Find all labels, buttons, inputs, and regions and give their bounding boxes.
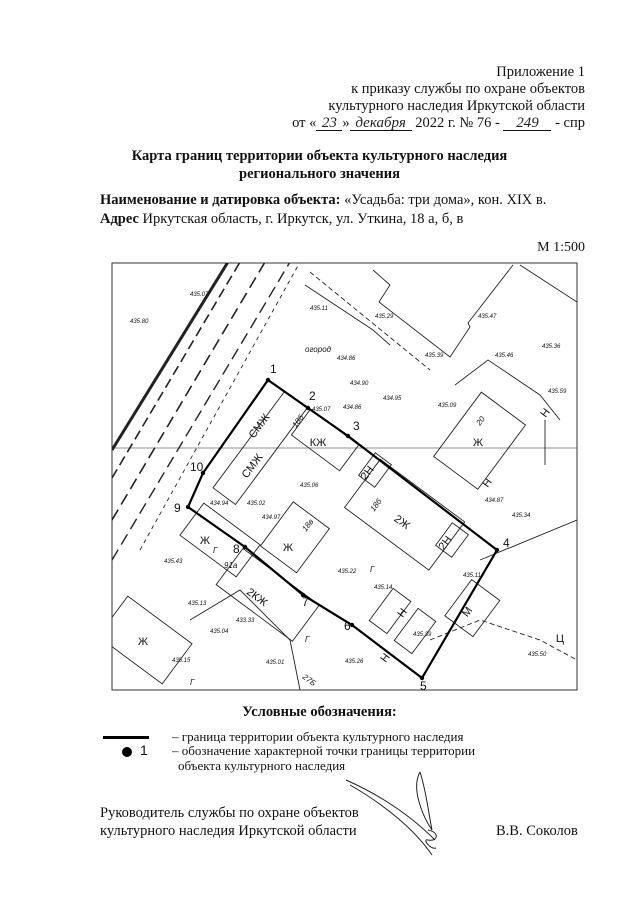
boundary-point-marker [346, 434, 350, 438]
object-name-value: «Усадьба: три дома», кон. XIX в. [344, 192, 547, 208]
elevation-label: 435.07 [312, 407, 331, 413]
boundary-point-label: 3 [353, 419, 360, 433]
building-label: Ж [199, 535, 211, 547]
legend-item-point-cont: объекта культурного наследия [178, 758, 346, 773]
area-label: 18б [368, 497, 384, 514]
elevation-label: 435.09 [438, 403, 457, 409]
elevation-label: 435.26 [345, 659, 364, 665]
area-label: 27Б [300, 672, 318, 688]
elevation-label: 434.87 [485, 498, 504, 504]
map-scale: М 1:500 [537, 240, 585, 255]
area-label: Г [305, 635, 310, 644]
elevation-label: 434.86 [337, 356, 356, 362]
building-label: Ц [555, 633, 565, 645]
building-label: СМЖ [246, 411, 273, 441]
elevation-label: 435.34 [512, 513, 531, 519]
order-number: 249 [503, 116, 551, 131]
building-label: КЖ [309, 437, 327, 449]
area-label: Г [370, 565, 375, 574]
boundary-point-label: 8 [233, 542, 240, 556]
legend-boundary-line [103, 736, 149, 739]
area-label: 18б [290, 413, 306, 430]
object-name-label: Наименование и датировка объекта: [100, 192, 341, 208]
boundary-point-label: 2 [309, 389, 316, 403]
boundary-point-marker [306, 406, 310, 410]
elevation-label: 435.06 [300, 483, 319, 489]
area-label: Г [213, 546, 218, 555]
elevation-label: 435.15 [172, 658, 191, 664]
area-label: Г [190, 678, 195, 687]
boundary-point-label: 1 [270, 362, 277, 376]
elevation-label: 435.39 [413, 632, 432, 638]
elevation-label: 435.43 [164, 559, 183, 565]
building-label: Н [378, 651, 393, 665]
elevation-label: 435.47 [478, 314, 497, 320]
elevation-label: 435.50 [528, 652, 547, 658]
boundary-point-marker [186, 505, 190, 509]
order-prefix: от « [292, 115, 317, 131]
area-label: 20 [474, 414, 487, 428]
signatory-position-1: Руководитель службы по охране объектов [100, 805, 359, 821]
elevation-label: 434.86 [343, 405, 362, 411]
elevation-label: 435.29 [375, 314, 394, 320]
signatory-position-2: культурного наследия Иркутской области [100, 823, 357, 839]
building-label: 2Ж [391, 512, 412, 533]
order-month: декабря [350, 116, 412, 131]
building-label: Н [395, 606, 410, 620]
elevation-label: 434.90 [350, 381, 369, 387]
signatory-name: В.В. Соколов [496, 823, 578, 839]
elevation-label: 435.07 [190, 292, 209, 298]
elevation-label: 435.04 [210, 629, 229, 635]
building-label: Ж [282, 542, 294, 554]
elevation-label: 435.11 [310, 306, 328, 312]
boundary-point-label: 10 [190, 460, 204, 474]
area-label: 91а [224, 561, 238, 570]
elevation-label: 435.36 [542, 344, 561, 350]
building-label: 2Н [358, 463, 377, 483]
order-mid: » [342, 115, 350, 131]
elevation-label: 435.01 [266, 660, 285, 666]
boundary-point-label: 5 [420, 679, 427, 693]
boundary-point-marker [495, 548, 499, 552]
elevation-label: 435.11 [463, 573, 481, 579]
elevation-label: 435.13 [188, 601, 207, 607]
elevation-label: 433.33 [236, 618, 255, 624]
elevation-label: 434.95 [383, 396, 402, 402]
elevation-label: 435.80 [130, 319, 149, 325]
object-address-value: Иркутская область, г. Иркутск, ул. Уткина, 18 а, б, в [142, 211, 464, 227]
legend-item-boundary: – граница территории объекта культурного наследия [172, 729, 464, 744]
page-title: Карта границ территории объекта культурного наследия [131, 148, 508, 164]
boundary-point-label: 6 [344, 619, 351, 633]
legend-point-number: 1 [140, 742, 148, 758]
elevation-label: 434.94 [210, 501, 229, 507]
building-label: М [460, 604, 476, 620]
elevation-label: 435.59 [548, 389, 567, 395]
legend-point-icon [122, 747, 132, 757]
boundary-point-marker [243, 545, 247, 549]
order-year: 2022 г. № 76 - [415, 115, 500, 131]
order-reference-line: к приказу службы по охране объектов [351, 81, 585, 97]
elevation-label: 435.46 [495, 353, 514, 359]
elevation-label: 434.97 [262, 515, 281, 521]
order-authority-line: культурного наследия Иркутской области [328, 98, 585, 114]
building-label: 2КЖ [244, 586, 270, 610]
building-label: 2Н [436, 533, 455, 553]
order-day: 23 [316, 116, 342, 131]
boundary-point-label: 7 [302, 595, 309, 609]
area-label: 18в [300, 517, 316, 534]
elevation-label: 435.39 [425, 353, 444, 359]
page-subtitle: регионального значения [239, 166, 400, 182]
order-suffix: - спр [555, 115, 585, 131]
area-label: огород [305, 345, 332, 354]
building-label: Ж [137, 636, 149, 648]
legend-title: Условные обозначения: [242, 704, 397, 720]
boundary-point-label: 4 [503, 536, 510, 550]
object-address-label: Адрес [100, 211, 139, 227]
elevation-label: 435.14 [374, 585, 393, 591]
handwritten-signature [340, 760, 460, 860]
boundary-point-marker [266, 378, 270, 382]
boundary-point-label: 9 [174, 501, 181, 515]
appendix-label: Приложение 1 [496, 64, 585, 80]
building-label: СМЖ [239, 451, 266, 481]
legend-item-point: – обозначение характерной точки границы территории [172, 743, 476, 758]
elevation-label: 435.22 [338, 569, 357, 575]
elevation-label: 435.02 [247, 501, 266, 507]
building-label: Н [538, 406, 553, 420]
building-label: Ж [472, 437, 484, 449]
building-label: Н [480, 476, 495, 490]
